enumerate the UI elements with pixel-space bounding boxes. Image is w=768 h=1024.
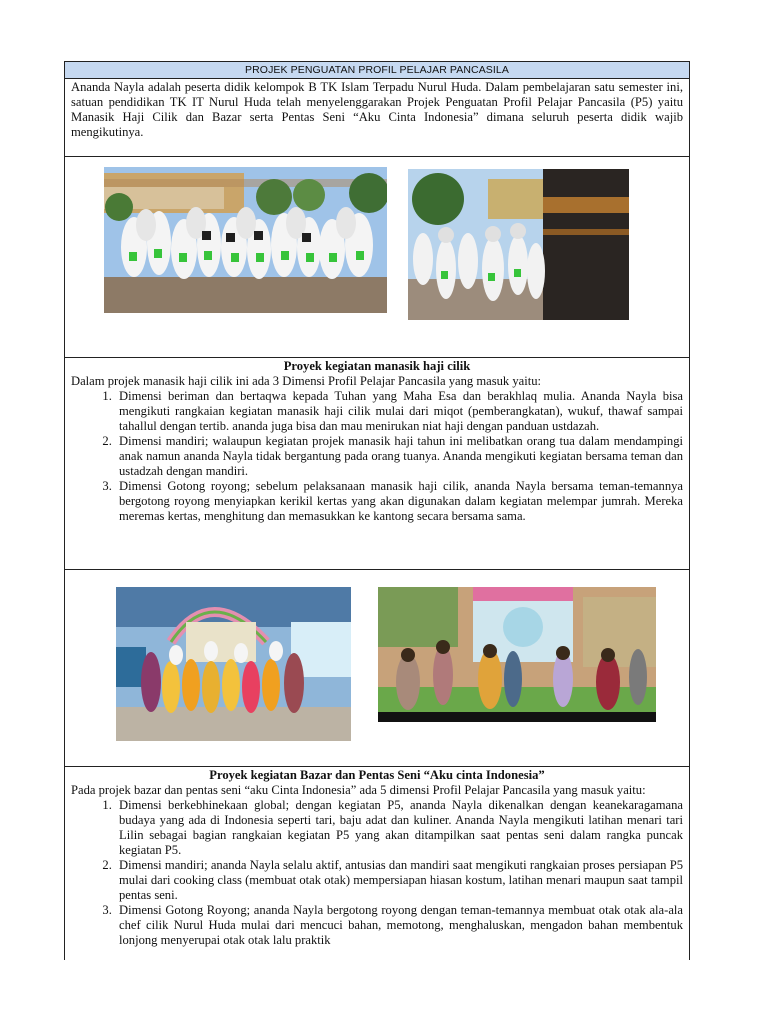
bazar-dimension-list <box>71 798 683 948</box>
manasik-section <box>65 358 689 570</box>
bazar-group-photo <box>116 587 351 741</box>
list-item: 3. Dimensi Gotong royong; sebelum pelaksanaan manasik haji cilik, ananda Nayla bersama teman-temannya bergotong royong menyiapkan kerikil kertas yang akan digunakan dalam kegiatan melempar jumrah. Mereka meremas kertas, menghitung dan memasukkan ke kantong secara bersama sama. <box>115 479 683 524</box>
bazar-section <box>65 767 689 963</box>
bazar-photo-row <box>65 570 689 767</box>
stage-performance-photo <box>378 587 656 722</box>
document-header: PROJEK PENGUATAN PROFIL PELAJAR PANCASILA <box>65 62 689 79</box>
manasik-photo-row <box>65 157 689 358</box>
list-item: 1. Dimensi berkebhinekaan global; dengan kegiatan P5, ananda Nayla dikenalkan dengan keanekaragamana budaya yang ada di Indonesia seperti tari, baju adat dan kuliner. Ananda Nayla mengikuti latihan menari tari Lilin sebagai bagian rangkaian kegiatan P5 yang akan ditampilkan saat pentas seni dalam rangka puncak kegiatan P5. <box>115 798 683 858</box>
list-item: 3. Dimensi Gotong Royong; ananda Nayla bergotong royong dengan teman-temannya membuat otak otak ala-ala chef cilik Nurul Huda mulai dari mencuci bahan, memotong, menghaluskan, mengadon bahan membentuk lonjong menyerupai otak otak lalu praktik <box>115 903 683 948</box>
kaaba-model-photo <box>408 169 629 320</box>
bazar-section-lead: Pada projek bazar dan pentas seni “aku Cinta Indonesia” ada 5 dimensi Profil Pelajar Pancasila yang masuk yaitu: <box>71 783 646 797</box>
list-item: 1. Dimensi beriman dan bertaqwa kepada Tuhan yang Maha Esa dan berakhlaq mulia. Ananda Nayla bisa mengikuti rangkaian kegiatan manasik haji cilik mulai dari miqot (pemberangkatan), wukuf, thawaf sampai tahallul dengan tertib. ananda juga bisa dan mau menirukan niat haji dengan panduan ustdazah. <box>115 389 683 434</box>
list-item: 2. Dimensi mandiri; walaupun kegiatan projek manasik haji tahun ini melibatkan orang tua dalam mendampingi anak namun ananda Nayla tidak bergantung pada orang tuanya. Ananda mengikuti kegiatan bersama teman dan ustadzah dengan mandiri. <box>115 434 683 479</box>
manasik-section-lead: Dalam projek manasik haji cilik ini ada 3 Dimensi Profil Pelajar Pancasila yang masuk yaitu: <box>71 374 542 388</box>
document-table <box>64 61 690 960</box>
intro-paragraph: Ananda Nayla adalah peserta didik kelompok B TK Islam Terpadu Nurul Huda. Dalam pembelajaran satu semester ini, satuan pendidikan TK IT Nurul Huda telah menyelenggarakan Projek Penguatan Profil Pelajar Pancasila (P5) yaitu Manasik Haji Cilik dan Bazar serta Pentas Seni “Aku Cinta Indonesia” dimana seluruh peserta didik wajib mengikutinya. <box>65 79 689 157</box>
manasik-section-title: Proyek kegiatan manasik haji cilik <box>283 359 471 373</box>
manasik-dimension-list <box>71 389 683 524</box>
manasik-group-photo <box>104 167 387 313</box>
list-item: 2. Dimensi mandiri; ananda Nayla selalu aktif, antusias dan mandiri saat mengikuti rangkaian proses persiapan P5 mulai dari cooking class (membuat otak otak) mempersiapan hiasan kostum, latihan menari maupun saat tampil pentas seni. <box>115 858 683 903</box>
bazar-section-title: Proyek kegiatan Bazar dan Pentas Seni “Aku cinta Indonesia” <box>209 768 545 782</box>
